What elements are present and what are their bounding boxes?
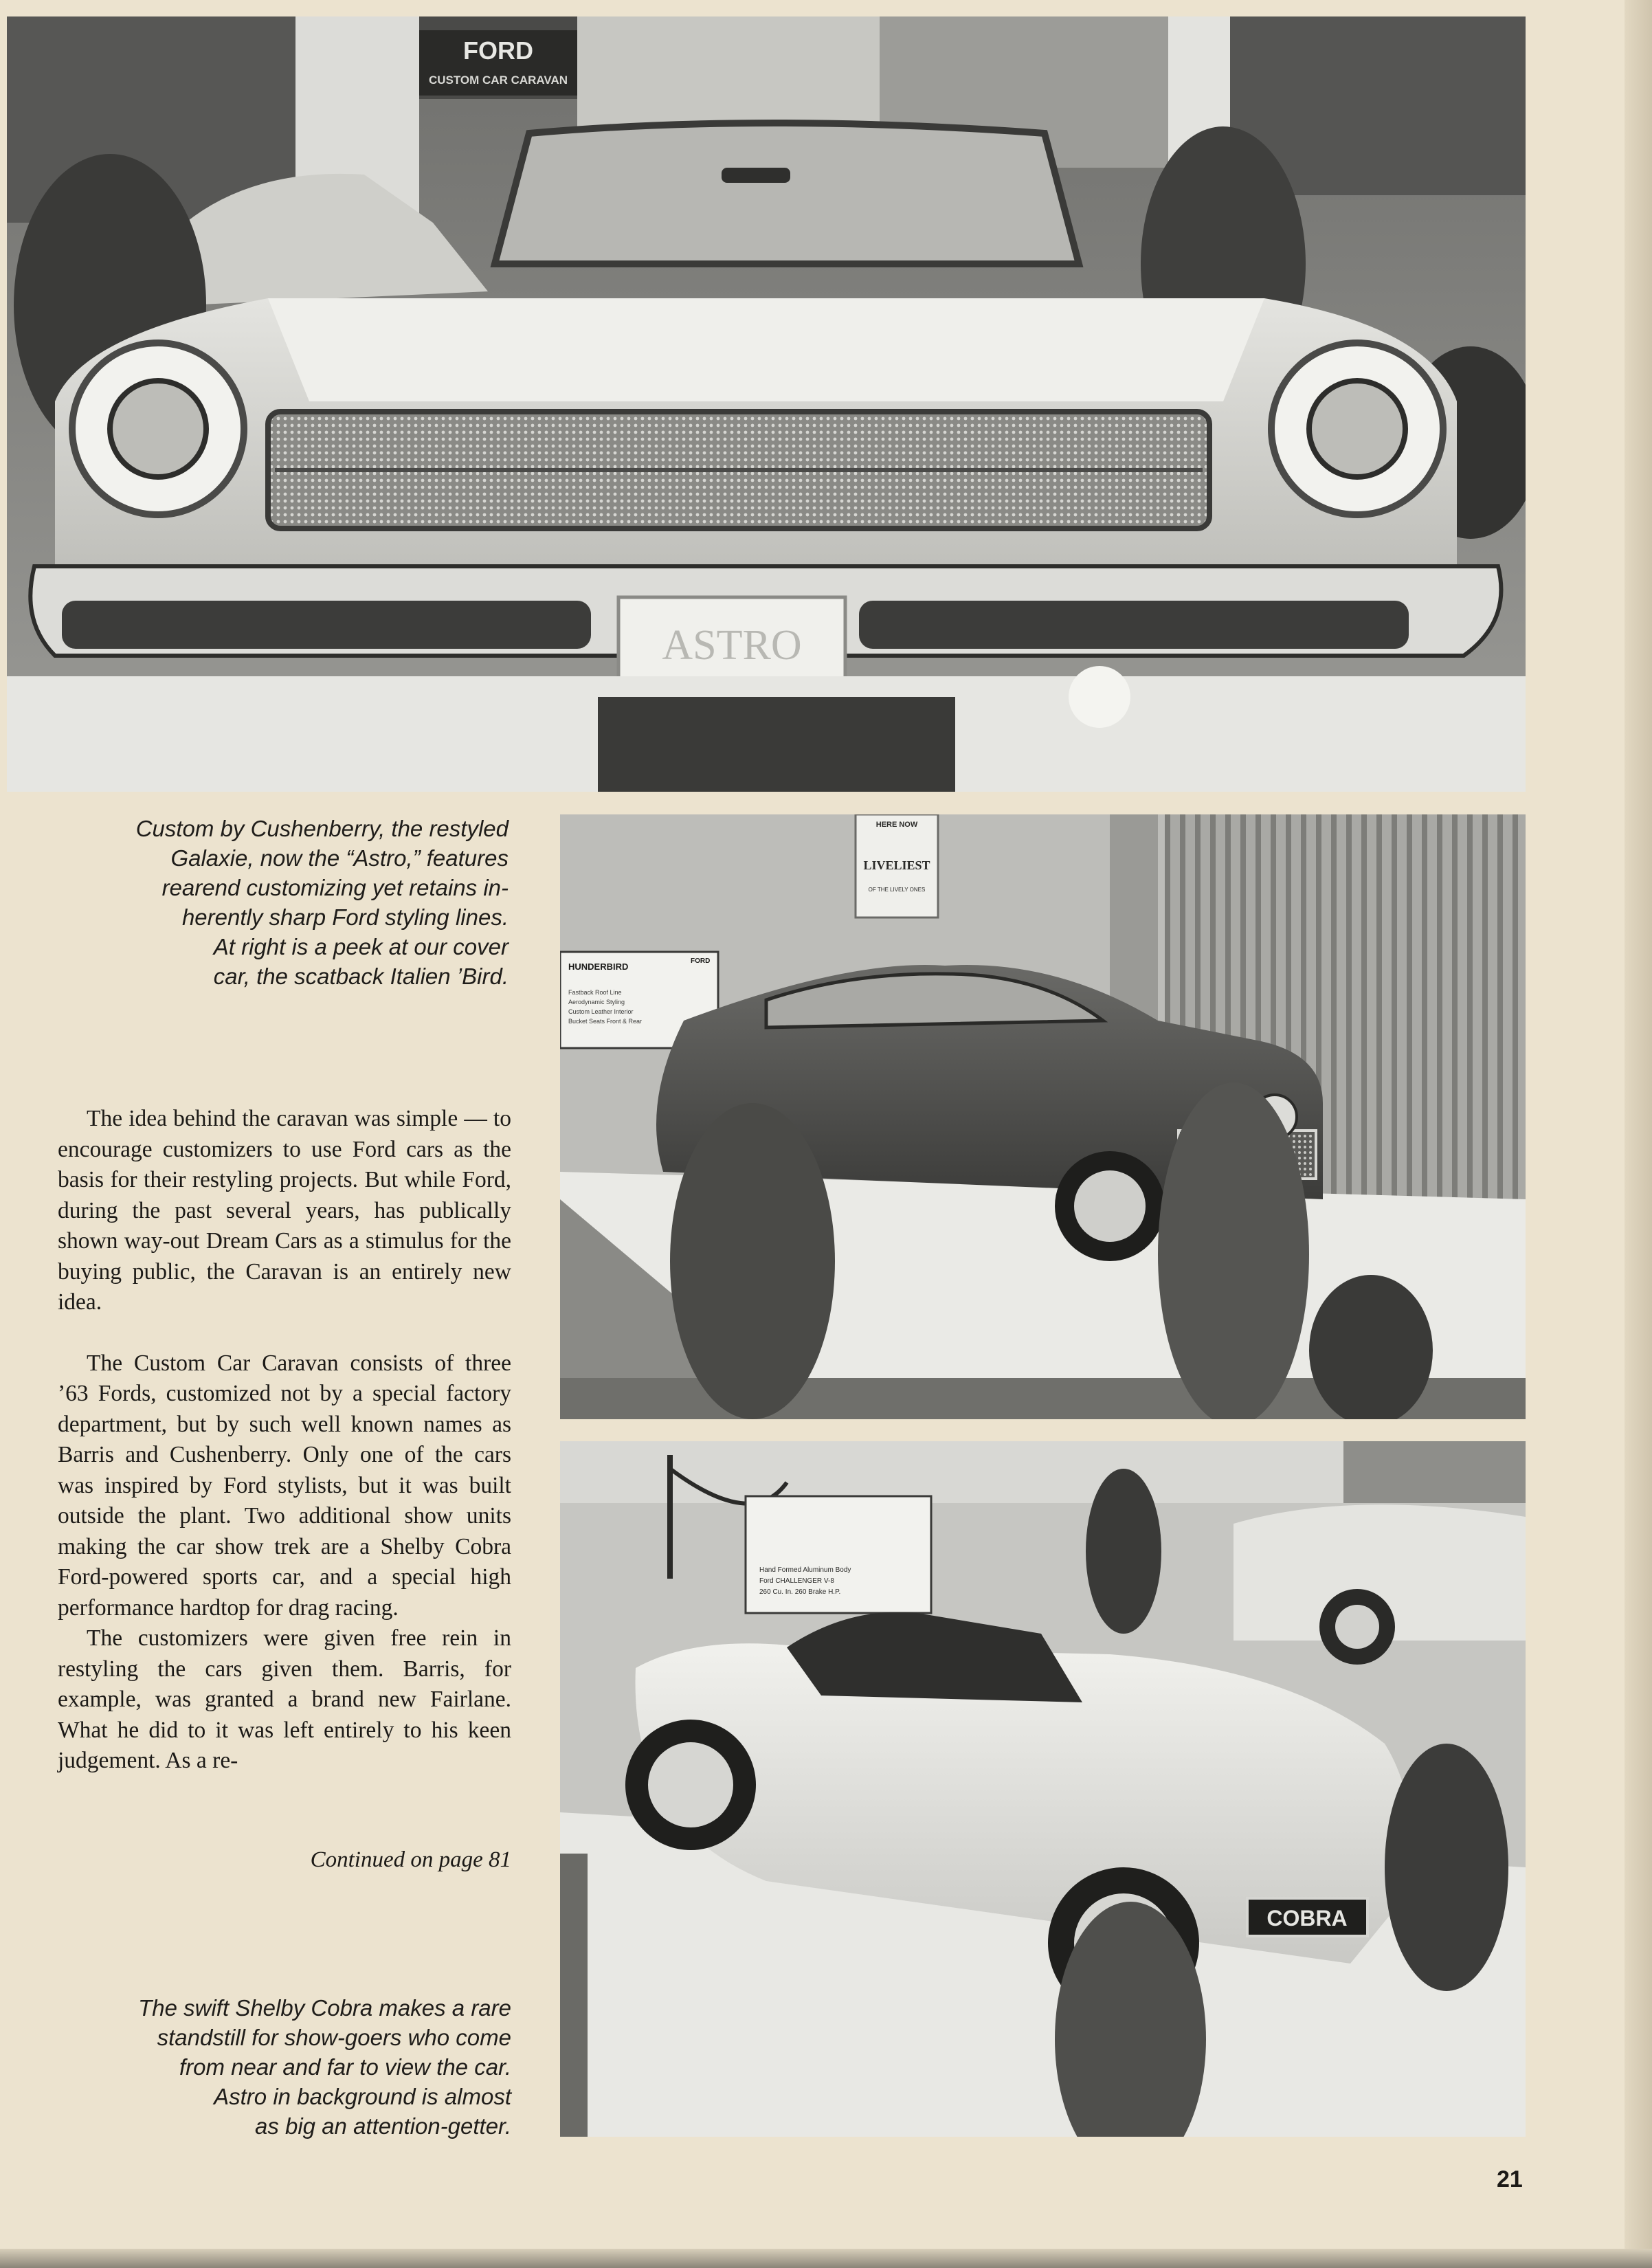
placard-line: Aerodynamic Styling (568, 999, 625, 1005)
caption-line: car, the scatback Italien ’Bird. (213, 964, 509, 989)
placard-title: HUNDERBIRD (568, 961, 629, 972)
caption-line: rearend customizing yet retains in- (161, 875, 509, 900)
cobra-placard-line: Ford CHALLENGER V-8 (759, 1577, 834, 1585)
page-bottom-edge (0, 2249, 1652, 2268)
body-paragraph-1: The idea behind the caravan was simple — to encourage customizers to use Ford cars as the basis for their restyling projects. But while Ford, during the past several years, has publically shown way-out Dream Cars as a stimulus for the buying public, the Caravan is an entirely new idea. (58, 1106, 511, 1315)
cobra-photo (560, 1441, 1526, 2137)
astro-front-photo (7, 16, 1526, 792)
banner-ford-text: FORD (463, 36, 533, 65)
cobra-plate: COBRA (1266, 1906, 1348, 1931)
sign-subtitle: OF THE LIVELY ONES (868, 887, 926, 893)
caption-line: herently sharp Ford styling lines. (181, 904, 509, 930)
caption-line: The swift Shelby Cobra makes a rare (138, 1995, 511, 2021)
caption-line: from near and far to view the car. (179, 2054, 511, 2080)
thunderbird-photo (560, 814, 1526, 1419)
sign-header: HERE NOW (875, 821, 918, 829)
placard-line: Bucket Seats Front & Rear (568, 1018, 643, 1025)
continued-note: Continued on page 81 (310, 1847, 511, 1872)
bottom-caption (55, 1993, 511, 2141)
article-body (58, 1104, 511, 1777)
body-paragraph-3: The customizers were given free rein in restyling the cars given them. Barris, for example, was granted a brand new Fairlane. What he did to it was left entirely to his keen judgement. As a re- (58, 1625, 511, 1773)
caption-line: Custom by Cushenberry, the restyled (135, 816, 509, 841)
cobra-placard-line: 260 Cu. In. 260 Brake H.P. (759, 1588, 841, 1596)
caption-line: as big an attention-getter. (254, 2113, 511, 2139)
placard-line: Custom Leather Interior (568, 1008, 634, 1015)
banner-caravan-text: CUSTOM CAR CARAVAN (428, 74, 568, 87)
caption-line: Astro in background is almost (214, 2084, 511, 2109)
page-edge-shadow (1625, 0, 1652, 2268)
placard-badge: FORD (691, 957, 711, 965)
caption-line: Galaxie, now the “Astro,” features (170, 845, 509, 871)
top-caption (55, 814, 509, 991)
cobra-placard-line: Hand Formed Aluminum Body (759, 1566, 851, 1574)
caption-line: At right is a peek at our cover (213, 934, 509, 959)
page-number: 21 (1497, 2166, 1523, 2192)
placard-line: Fastback Roof Line (568, 989, 622, 996)
body-paragraph-2: The Custom Car Caravan consists of three ’63 Fords, customized not by a special factory department, but by such well known names as Barris and Cushenberry. Only one of the cars was inspired by Ford stylists, but it was built outside the plant. Two additional show units making the car show trek are a Shelby Cobra Ford-powered sports car, and a special high performance hardtop for drag racing. (58, 1350, 511, 1621)
license-plate-astro: ASTRO (662, 622, 802, 669)
caption-line: standstill for show-goers who come (157, 2025, 511, 2050)
sign-liveliest: LIVELIEST (863, 858, 930, 872)
